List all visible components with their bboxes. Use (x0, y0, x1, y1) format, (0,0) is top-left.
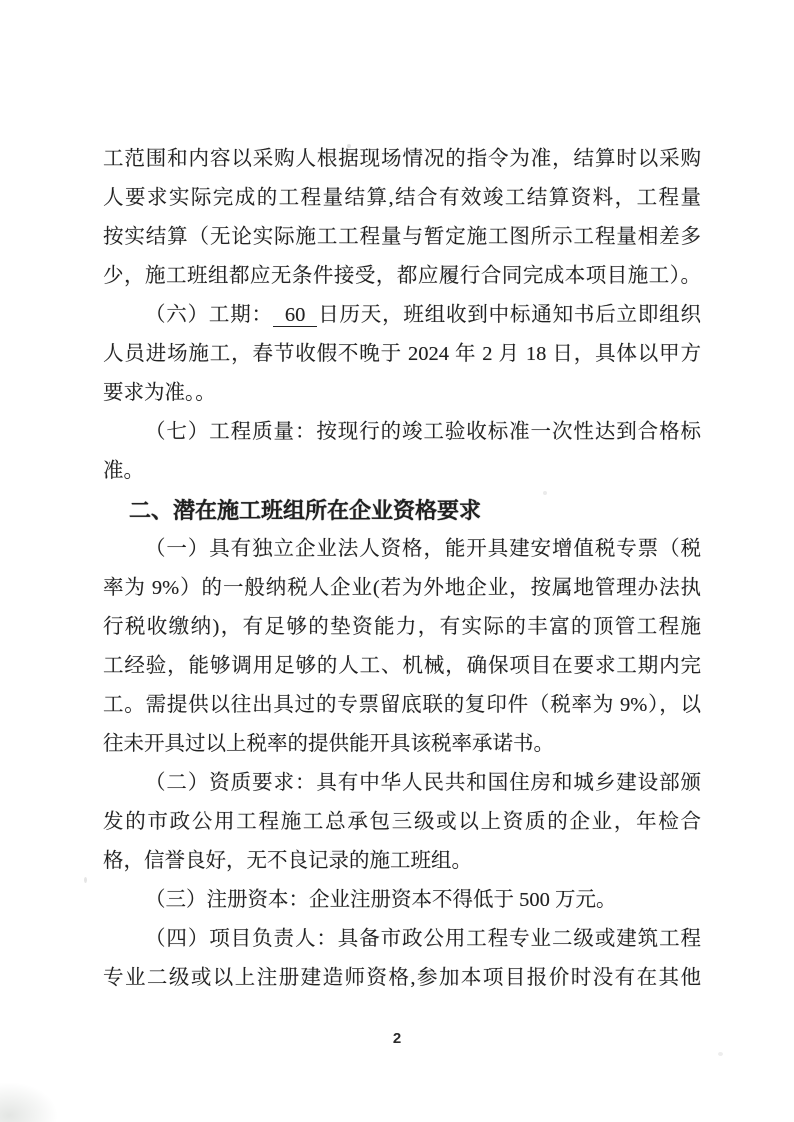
text-line (103, 374, 701, 413)
text-run: （三）注册资本：企业注册资本不得低于 500 万元。 (145, 889, 617, 911)
text-line (103, 842, 701, 881)
text-line (103, 608, 701, 647)
text-line (103, 257, 701, 296)
text-run: 二、潜在施工班组所在企业资格要求 (129, 498, 482, 523)
scan-artifact (718, 1052, 723, 1056)
text-run: 行税收缴纳)，有足够的垫资能力，有实际的丰富的顶管工程施 (103, 616, 701, 638)
text-run: 工范围和内容以采购人根据现场情况的指令为准，结算时以采购 (103, 148, 701, 170)
text-line (103, 218, 701, 257)
scan-artifact (347, 144, 351, 148)
text-run: 发的市政公用工程施工总承包三级或以上资质的企业，年检合 (103, 811, 701, 833)
text-run: 少，施工班组都应无条件接受，都应履行合同完成本项目施工）。 (103, 265, 701, 287)
text-run: 要求为准。。 (103, 382, 216, 404)
text-line (103, 530, 701, 569)
text-run: （一）具有独立企业法人资格，能开具建安增值税专票（税 (145, 538, 701, 560)
section-heading (103, 491, 701, 530)
scan-artifact (0, 1082, 58, 1122)
text-run: （四）项目负责人：具备市政公用工程专业二级或建筑工程 (145, 928, 701, 950)
text-line (103, 452, 701, 491)
text-run: 率为 9%）的一般纳税人企业(若为外地企业，按属地管理办法执 (103, 577, 701, 599)
text-run: 往未开具过以上税率的提供能开具该税率承诺书。 (103, 733, 554, 755)
text-run: 格，信誉良好，无不良记录的施工班组。 (103, 850, 472, 872)
text-line (103, 959, 701, 998)
text-run: 按实结算（无论实际施工工程量与暂定施工图所示工程量相差多 (103, 226, 701, 248)
text-line (103, 179, 701, 218)
text-run: 日历天，班组收到中标通知书后立即组织 (317, 304, 701, 326)
text-line (103, 881, 701, 920)
text-line (103, 920, 701, 959)
text-run: 专业二级或以上注册建造师资格,参加本项目报价时没有在其他 (103, 967, 701, 989)
text-run: （二）资质要求：具有中华人民共和国住房和城乡建设部颁 (145, 772, 701, 794)
text-run: 准。 (103, 460, 144, 482)
text-line (103, 725, 701, 764)
underlined-value: 60 (273, 304, 318, 327)
text-run: 人要求实际完成的工程量结算,结合有效竣工结算资料，工程量 (103, 187, 701, 209)
scan-artifact (543, 491, 547, 495)
scan-artifact (84, 877, 87, 883)
text-run: 工经验，能够调用足够的人工、机械，确保项目在要求工期内完 (103, 655, 701, 677)
text-line (103, 140, 701, 179)
text-line (103, 335, 701, 374)
page-number: 2 (392, 1030, 402, 1047)
text-run: 工。需提供以往出具过的专票留底联的复印件（税率为 9%），以 (103, 694, 701, 716)
text-line (103, 686, 701, 725)
text-line (103, 647, 701, 686)
text-line (103, 764, 701, 803)
document-body (103, 140, 701, 998)
text-line (103, 803, 701, 842)
text-line (103, 569, 701, 608)
text-line (103, 413, 701, 452)
text-run: （七）工程质量：按现行的竣工验收标准一次性达到合格标 (145, 421, 701, 443)
text-line (103, 296, 701, 335)
text-run: （六）工期： (145, 304, 273, 326)
text-run: 人员进场施工，春节收假不晚于 2024 年 2 月 18 日，具体以甲方 (103, 343, 701, 365)
